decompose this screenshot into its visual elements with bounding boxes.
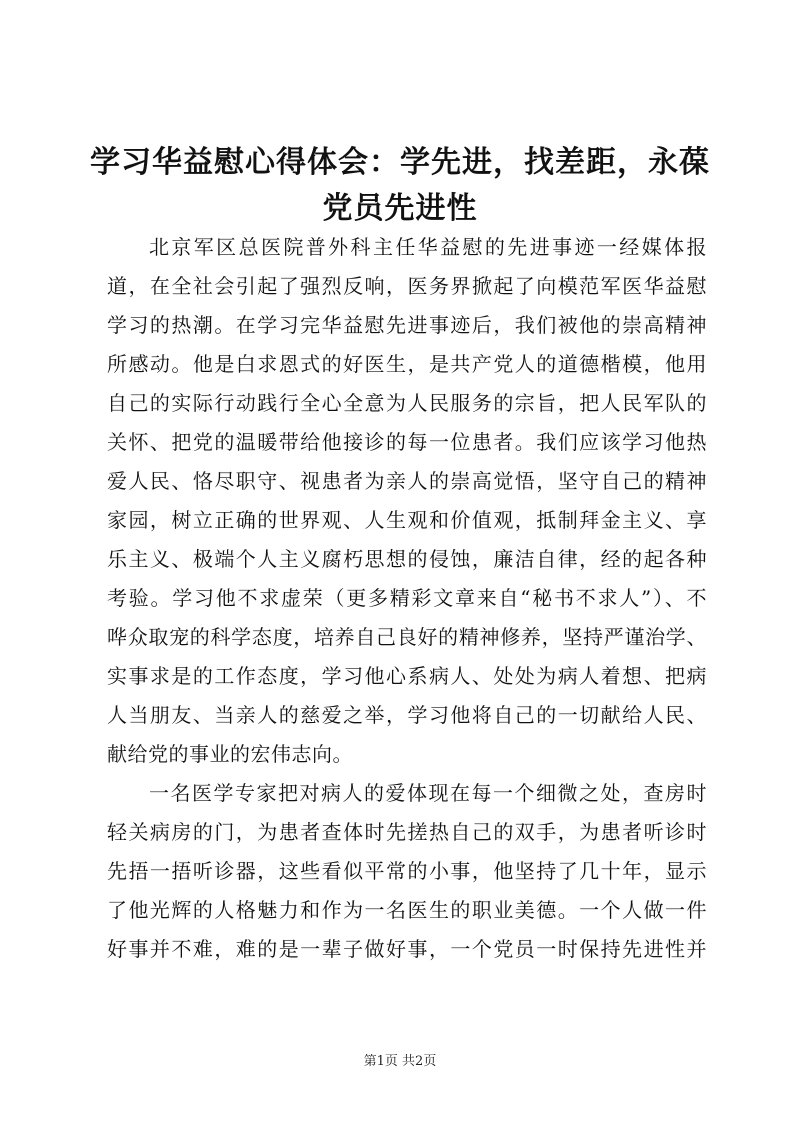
document-title (90, 140, 710, 232)
text-line: 关怀、把党的温暖带给他接诊的每一位患者。我们应该学习他热 (107, 430, 707, 454)
text-line: 乐主义、极端个人主义腐朽思想的侵蚀，廉洁自律，经的起各种 (107, 547, 707, 571)
text-line: 献给党的事业的宏伟志向。 (107, 742, 353, 766)
document-body (107, 228, 707, 969)
text-line: 所感动。他是白求恩式的好医生，是共产党人的道德楷模，他用 (107, 352, 707, 376)
text-line: 自己的实际行动践行全心全意为人民服务的宗旨，把人民军队的 (107, 391, 707, 415)
text-line: 人当朋友、当亲人的慈爱之举，学习他将自己的一切献给人民、 (107, 703, 707, 727)
text-line: 考验。学习他不求虚荣（更多精彩文章来自“秘书不求人”）、不 (107, 586, 707, 610)
text-line: 轻关病房的门，为患者查体时先搓热自己的双手，为患者听诊时 (107, 820, 707, 844)
text-line: 哗众取宠的科学态度，培养自己良好的精神修养，坚持严谨治学、 (107, 625, 707, 649)
text-line: 学习的热潮。在学习完华益慰先进事迹后，我们被他的崇高精神 (107, 313, 707, 337)
text-line: 实事求是的工作态度，学习他心系病人、处处为病人着想、把病 (107, 664, 707, 688)
page-footer: 第1页 共2页 (363, 1054, 437, 1069)
title-line: 学习华益慰心得体会：学先进，找差距，永葆 (90, 145, 710, 180)
text-line: 了他光辉的人格魅力和作为一名医生的职业美德。一个人做一件 (107, 898, 707, 922)
text-line: 北京军区总医院普外科主任华益慰的先进事迹一经媒体报 (149, 235, 707, 259)
text-line: 好事并不难，难的是一辈子做好事，一个党员一时保持先进性并 (107, 937, 707, 961)
text-line: 道，在全社会引起了强烈反响，医务界掀起了向模范军医华益慰 (107, 274, 707, 298)
title-line: 党员先进性 (322, 191, 478, 226)
text-line: 家园，树立正确的世界观、人生观和价值观，抵制拜金主义、享 (107, 508, 707, 532)
paragraph-1 (107, 228, 707, 774)
text-line: 先捂一捂听诊器，这些看似平常的小事，他坚持了几十年，显示 (107, 859, 707, 883)
paragraph-2 (107, 774, 707, 969)
text-line: 爱人民、恪尽职守、视患者为亲人的崇高觉悟，坚守自己的精神 (107, 469, 707, 493)
text-line: 一名医学专家把对病人的爱体现在每一个细微之处，查房时 (149, 781, 707, 805)
